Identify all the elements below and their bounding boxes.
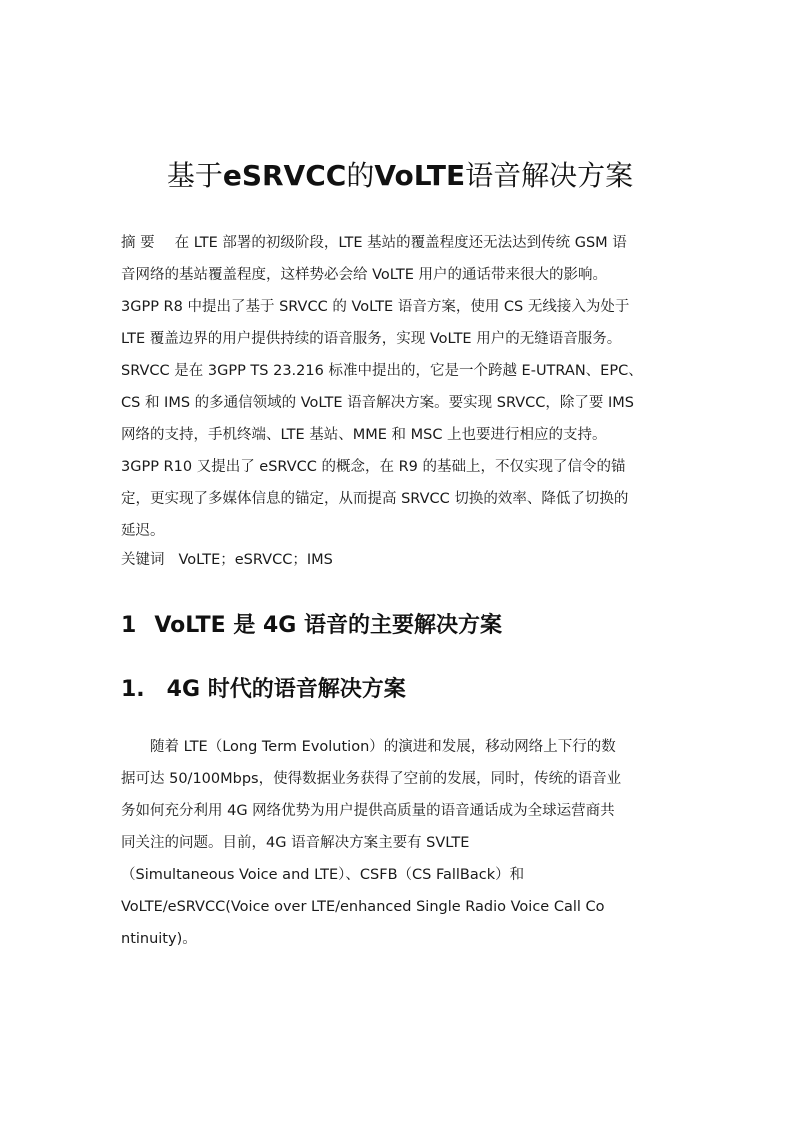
- title-part-mid: 的: [346, 159, 375, 192]
- keywords-value: VoLTE；eSRVCC；IMS: [178, 552, 333, 568]
- abstract-line: 延迟。: [121, 523, 165, 539]
- title-part-volte: VoLTE: [374, 159, 466, 192]
- paragraph-line: 据可达 50/100Mbps，使得数据业务获得了空前的发展，同时，传统的语音业: [121, 771, 622, 787]
- abstract-line: CS 和 IMS 的多通信领域的 VoLTE 语音解决方案。要实现 SRVCC，除了要 IMS: [121, 395, 634, 411]
- keywords-block: [121, 544, 681, 576]
- abstract-line-text: 在 LTE 部署的初级阶段，LTE 基站的覆盖程度还无法达到传统 GSM 语: [174, 235, 627, 251]
- abstract-block: [121, 227, 681, 547]
- section-1-1-title: 4G 时代的语音解决方案: [166, 677, 406, 702]
- abstract-line: [121, 227, 681, 259]
- abstract-line: 音网络的基站覆盖程度，这样势必会给 VoLTE 用户的通话带来很大的影响。: [121, 267, 607, 283]
- section-1-1-number: 1.: [121, 677, 145, 702]
- abstract-line: 网络的支持，手机终端、LTE 基站、MME 和 MSC 上也要进行相应的支持。: [121, 427, 607, 443]
- title-part-post: 语音解决方案: [465, 159, 634, 192]
- abstract-line: LTE 覆盖边界的用户提供持续的语音服务，实现 VoLTE 用户的无缝语音服务。: [121, 331, 622, 347]
- section-1-number: 1: [121, 613, 137, 638]
- section-1-1-heading: [121, 673, 406, 707]
- abstract-label: 摘 要: [121, 235, 155, 251]
- title-part-pre: 基于: [166, 159, 223, 192]
- abstract-line: SRVCC 是在 3GPP TS 23.216 标准中提出的，它是一个跨越 E-UTRAN、EPC、: [121, 363, 643, 379]
- section-1-title: VoLTE 是 4G 语音的主要解决方案: [154, 613, 503, 638]
- document-title: [0, 156, 800, 196]
- paragraph-block: [121, 731, 681, 955]
- paragraph-line: 同关注的问题。目前，4G 语音解决方案主要有 SVLTE: [121, 835, 470, 851]
- paragraph-line: （Simultaneous Voice and LTE）、CSFB（CS FallBack）和: [121, 867, 525, 883]
- section-1-heading: [121, 609, 502, 643]
- paragraph-line: VoLTE/eSRVCC(Voice over LTE/enhanced Single Radio Voice Call Co: [121, 899, 605, 915]
- paragraph-line: 务如何充分利用 4G 网络优势为用户提供高质量的语音通话成为全球运营商共: [121, 803, 615, 819]
- title-part-esrvcc: eSRVCC: [222, 159, 347, 192]
- abstract-line: 3GPP R8 中提出了基于 SRVCC 的 VoLTE 语音方案，使用 CS 无线接入为处于: [121, 299, 630, 315]
- keywords-label: 关键词: [121, 552, 165, 568]
- paragraph-line: ntinuity)。: [121, 931, 197, 947]
- keywords-line: [121, 544, 681, 576]
- abstract-line: 定，更实现了多媒体信息的锚定，从而提高 SRVCC 切换的效率、降低了切换的: [121, 491, 629, 507]
- paragraph-line: 随着 LTE（Long Term Evolution）的演进和发展，移动网络上下行的数: [150, 739, 616, 755]
- abstract-line: 3GPP R10 又提出了 eSRVCC 的概念，在 R9 的基础上，不仅实现了信令的锚: [121, 459, 626, 475]
